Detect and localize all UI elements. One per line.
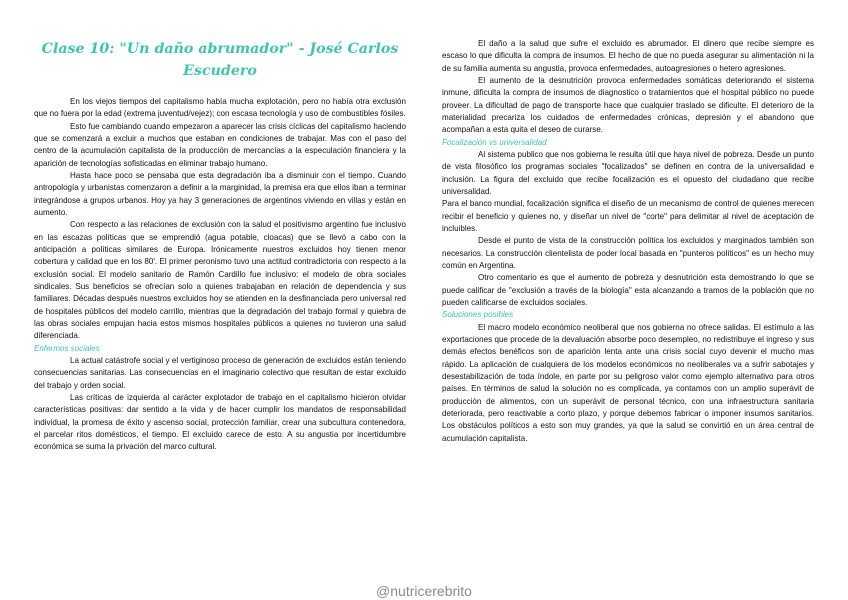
paragraph: En los viejos tiempos del capitalismo había mucha explotación, pero no había otra exclusión que no fuera por la edad (extrema juventud/vejez); con escasa tecnología y uso de combustibles fósiles. — [34, 97, 406, 119]
paragraph: Con respecto a las relaciones de exclusión con la salud el positivismo argentino fue inclusivo en las escazas políticas que se emprendió (agua potable, cloacas) que se llevó a cabo con la anticipación a políticas similares de Europa. Irónicamente nuestros excluidos hoy tienen menor cobertura y calidad que en los 80'. El primer peronismo tuvo una actitud contradictoria con respecto a la exclusión social. El modelo sanitario de Ramón Cardillo fue inclusivo: el modelo de obra sociales sindicales. Sus beneficios se ofrecían solo a quienes trabajaban en relación de dependencia y sus familiares. Décadas después nuestros excluidos hoy se atienden en la desfinanciada pero universal red de hospitales públicos del modelo carrillo, mientras que la degradación del trabajo formal y quiebra de las obras sociales empujan hacia estos mismos hospitales públicos a quienes no tuvieron una salud diferenciada. — [34, 220, 406, 341]
paragraph: El daño a la salud que sufre el excluido es abrumador. El dinero que recibe siempre es escaso lo que dificulta la compra de insumos. El hecho de que no pueda asegurar su alimentación ni la de su familia aumenta su angustia, provoca enfermedades, autoagresiones o hetero agresiones. — [442, 39, 814, 73]
paragraph: Esto fue cambiando cuando empezaron a aparecer las crisis cíclicas del capitalismo haciendo que se comenzará a excluir a muchos que estaban en condiciones de trabajar. Mas con el paso del centro de la acumulación capitalista de la producción de mercancías a la especulación financiera y la aparición de tecnologías sofisticadas en eliminar trabajo humano. — [34, 121, 406, 168]
page-title: Clase 10: "Un daño abrumador" - José Carlos Escudero — [41, 41, 399, 79]
section-heading-focalizacion: Focalización vs universalidad — [442, 137, 547, 147]
section-heading-enfermos-sociales: Enfermos sociales — [34, 343, 100, 353]
paragraph: Desde el punto de vista de la construcción política los excluidos y marginados también son necesarios. La construcción clientelista de poder local basada en "punteros políticos" es un hecho muy común en Argentina. — [442, 236, 814, 270]
paragraph: Las críticas de izquierda al carácter explotador de trabajo en el capitalismo hicieron olvidar características positivas: dar sentido a la vida y de hacer cumplir los mandatos de responsabilidad individual, la promesa de éxito y ascenso social, protección familiar, crear una subcultura contenedora, el parcelar ritos domésticos, el tiempo. El excluido carece de esto. A su angustia por incertidumbre económica se suma la privación del marco cultural. — [34, 392, 406, 452]
paragraph: Otro comentario es que el aumento de pobreza y desnutrición esta demostrando lo que se puede calificar de "exclusión a través de la biología" esta alcanzando a tramos de la población que no pueden calificarse de excluidos sociales. — [442, 273, 814, 307]
paragraph: El aumento de la desnutrición provoca enfermedades somáticas deteriorando el sistema inmune, dificulta la compra de insumos de diagnostico o tratamientos que el hospital público no puede proveer. La dificultad de pago de transporte hace que cualquier traslado se dificulte. El deterioro de la materialidad precariza los cuidados de enfermedades crónicas, depresión y el abandono que acompañan a esta quita el deseo de curarse. — [442, 75, 814, 135]
left-column — [34, 38, 406, 454]
paragraph: Al sistema publico que nos gobierna le resulta útil que haya nivel de pobreza. Desde un punto de vista filosófico los programas sociales "focalizados" se definen en contra de la universalidad e inclusión. La figura del excluido que recibe focalización es el opuesto del ciudadano que recibe universalidad. — [442, 149, 814, 196]
right-column — [442, 38, 814, 445]
section-heading-soluciones: Soluciones posibles — [442, 310, 514, 320]
paragraph: Para el banco mundial, focalización significa el diseño de un mecanismo de control de quienes merecen recibir el beneficio y quienes no, y diseñar un nivel de "corte" para delimitar al nivel de aceptación de incluibles. — [442, 199, 814, 233]
paragraph: El macro modelo económico neoliberal que nos gobierna no ofrece salidas. El estímulo a las exportaciones que procede de la devaluación absorbe poco desempleo, no redistribuye el ingreso y sus demás efectos benéficos son de aparición lenta ante una crisis social cuyo devenir el mucho mas rápido. La aplicación de cualquiera de los modelos económicos no neoliberales va a sufrir sabotajes y desestabilización de toda índole, en parte por su peligroso valor como ejemplo alternativo para otros países. En términos de salud la solución no es complicada, ya contamos con un amplio superávit de producción de alimentos, con un superávit de personal técnico, con una infraestructura sanitaria deteriorada, pero reactivable a corto plazo, y porque debemos fabricar o imponer insumos sanitarios. Los obstáculos políticos a esto son muy grandes, ya que la salud se convirtió en un área central de acumulación capitalista. — [442, 322, 814, 443]
paragraph: La actual catástrofe social y el vertiginoso proceso de generación de excluidos están teniendo consecuencias sanitarias. Las consecuencias en el imaginario colectivo que resultan de estar excluido del trabajo y orden social. — [34, 355, 406, 390]
paragraph: Hasta hace poco se pensaba que esta degradación iba a disminuir con el tiempo. Cuando antropología y urbanistas comenzaron a definir a la marginidad, la premisa era que ellos iban a terminar integrándose a grupos urbanos. Hoy ya hay 3 generaciones de argentinos viviendo en villas y están en aumento. — [34, 170, 406, 217]
watermark-handle: @nutricerebrito — [376, 583, 472, 599]
